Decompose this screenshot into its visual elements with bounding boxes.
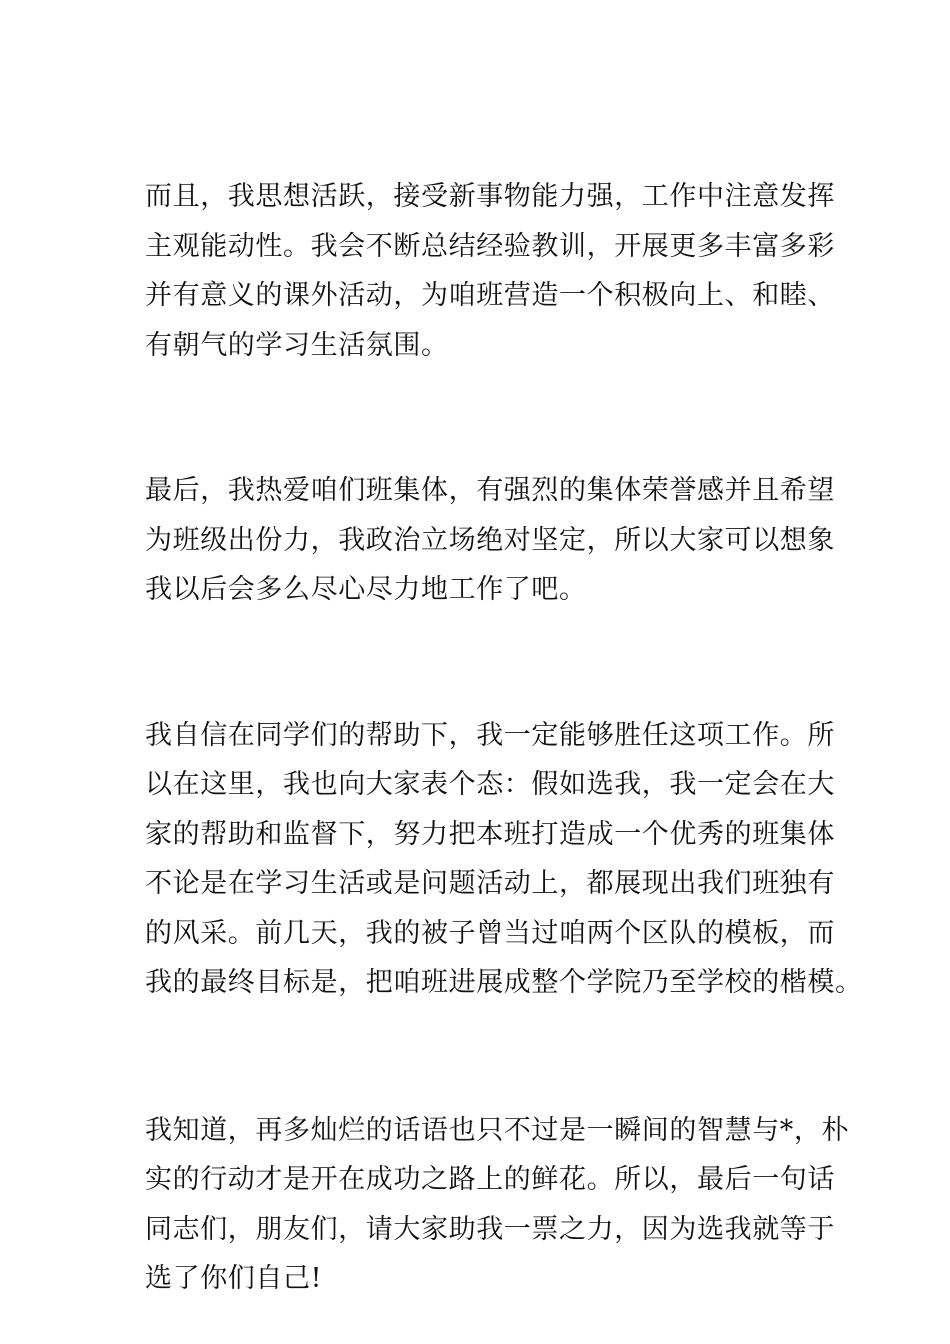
text-line: 有朝气的学习生活氛围。 (145, 329, 449, 361)
text-line: 实的行动才是开在成功之路上的鲜花。所以，最后一句话 (145, 1164, 835, 1195)
paragraph-1 (145, 172, 835, 370)
text-line: 我的最终目标是，把咱班进展成整个学院乃至学校的楷模。 (145, 967, 863, 998)
text-line: 主观能动性。我会不断总结经验教训，开展更多丰富多彩 (145, 230, 835, 262)
text-line: 而且，我思想活跃，接受新事物能力强，工作中注意发挥 (145, 181, 835, 212)
text-line: 同志们，朋友们，请大家助我一票之力，因为选我就等于 (145, 1213, 835, 1245)
text-line: 以在这里，我也向大家表个态：假如选我，我一定会在大 (145, 769, 835, 800)
text-line: 家的帮助和监督下，努力把本班打造成一个优秀的班集体 (145, 818, 835, 850)
text-line: 我自信在同学们的帮助下，我一定能够胜任这项工作。所 (145, 719, 835, 751)
paragraph-2 (145, 466, 835, 615)
text-line: 并有意义的课外活动，为咱班营造一个积极向上、和睦、 (145, 280, 835, 311)
paragraph-3 (145, 711, 863, 1008)
text-line: 我知道，再多灿烂的话语也只不过是一瞬间的智慧与*，朴 (145, 1114, 850, 1146)
text-line: 我以后会多么尽心尽力地工作了吧。 (145, 574, 587, 605)
text-line: 为班级出份力，我政治立场绝对坚定，所以大家可以想象 (145, 524, 835, 556)
text-line: 不论是在学习生活或是问题活动上，都展现出我们班独有 (145, 868, 835, 899)
text-line: 最后，我热爱咱们班集体，有强烈的集体荣誉感并且希望 (145, 475, 835, 506)
text-line: 的风采。前几天，我的被子曾当过咱两个区队的模板，而 (145, 917, 835, 949)
document-body (145, 172, 863, 1304)
text-line: 选了你们自己! (145, 1263, 323, 1294)
paragraph-4 (145, 1106, 850, 1304)
